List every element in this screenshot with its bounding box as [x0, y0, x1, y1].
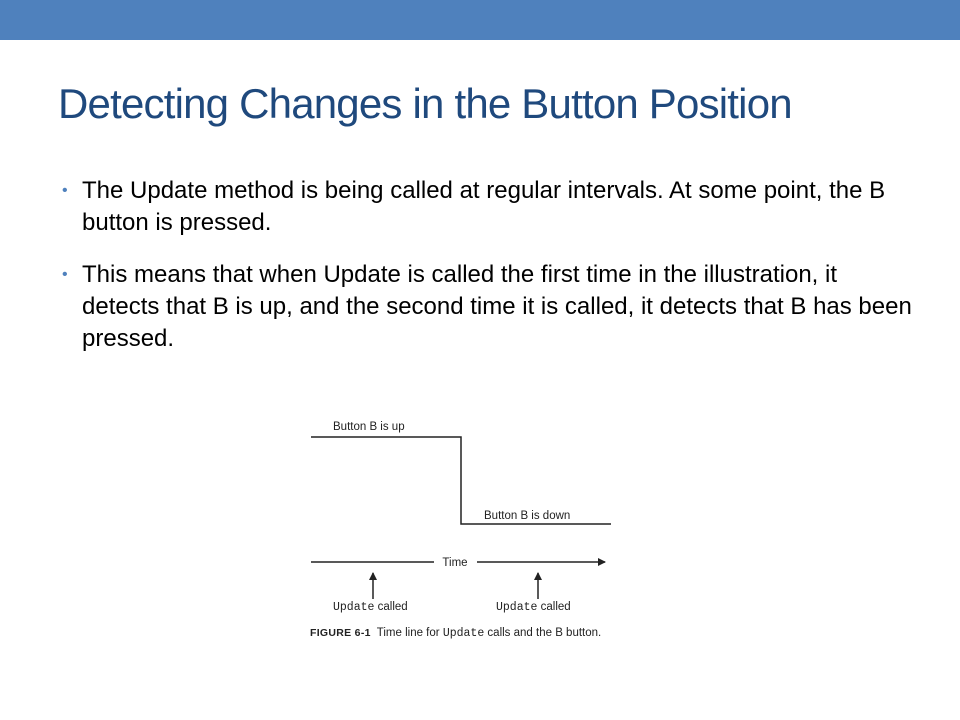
update-call-label-1: Update called	[333, 601, 408, 614]
bullet-text: This means that when Update is called the first time in the illustration, it detects that B is up, and the second time it is called, it detects that B has been pressed.	[82, 261, 912, 352]
bullet-item	[62, 175, 912, 239]
timeline-diagram	[300, 410, 700, 650]
top-accent-bar	[0, 0, 960, 40]
bullet-dot-icon: •	[62, 182, 68, 199]
state-down-label: Button B is down	[484, 510, 571, 522]
update-call-label-2: Update called	[496, 601, 571, 614]
timeline-figure	[300, 410, 700, 650]
slide-title: Detecting Changes in the Button Position	[58, 80, 792, 127]
time-axis-label: Time	[442, 557, 468, 569]
state-up-label: Button B is up	[333, 421, 405, 433]
bullet-item	[62, 259, 912, 355]
bullet-list	[62, 175, 912, 375]
figure-caption: FIGURE 6-1 Time line for Update calls and the B button.	[310, 627, 602, 640]
bullet-text: The Update method is being called at regular intervals. At some point, the B button is pressed.	[82, 177, 886, 236]
bullet-dot-icon: •	[62, 266, 68, 283]
